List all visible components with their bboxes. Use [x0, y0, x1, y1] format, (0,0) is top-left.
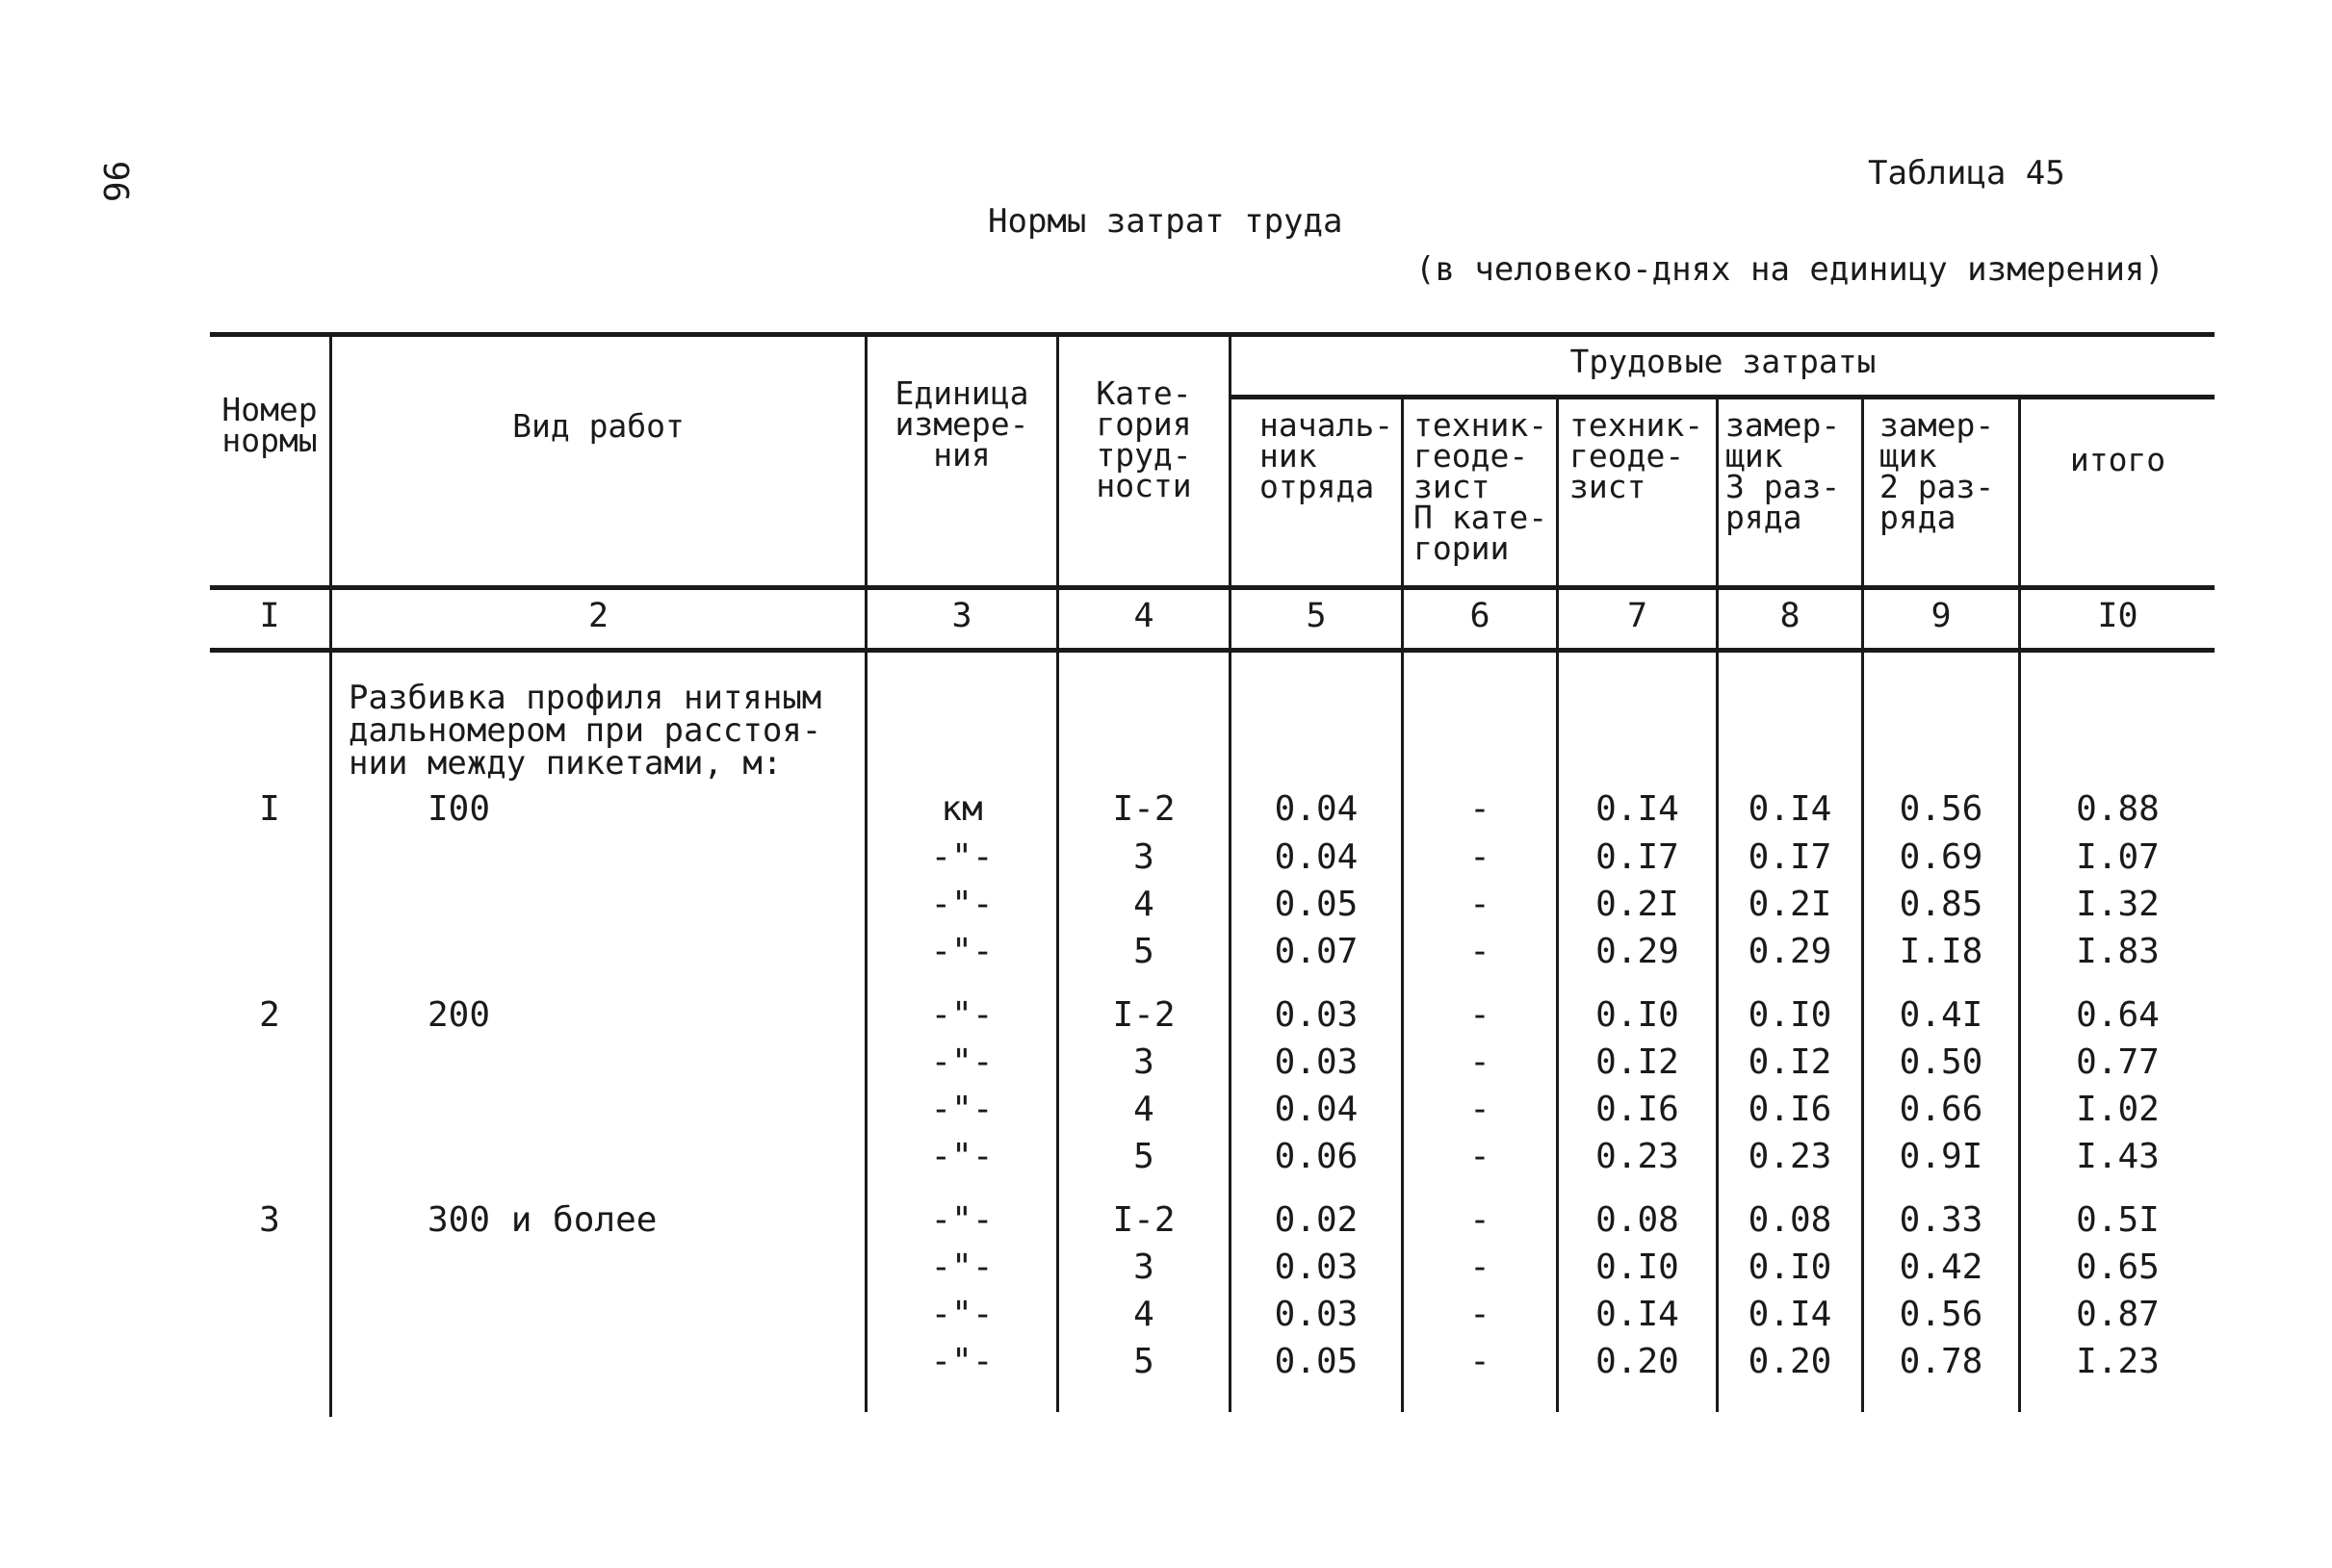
header-norm-number: Номер нормы — [221, 391, 318, 459]
chief-cell: 0.03 — [1274, 995, 1359, 1035]
measurer-2-cell: 0.56 — [1899, 789, 1983, 829]
column-numbers-rule — [210, 648, 2215, 653]
chief-cell: 0.04 — [1274, 1090, 1359, 1129]
tech-geodesist-2-cell: - — [1469, 1137, 1490, 1176]
tech-geodesist-2-cell: - — [1469, 1247, 1490, 1287]
tech-geodesist-2-cell: - — [1469, 1295, 1490, 1334]
column-number: 8 — [1779, 597, 1801, 635]
total-cell: I.32 — [2076, 885, 2160, 924]
work-type-cell: 200 — [428, 995, 491, 1035]
category-cell: I-2 — [1112, 1200, 1176, 1240]
table-top-rule — [210, 332, 2215, 337]
chief-cell: 0.05 — [1274, 885, 1359, 924]
column-number: I — [259, 597, 280, 635]
unit-cell: -"- — [930, 932, 994, 971]
measurer-3-cell: 0.I7 — [1748, 837, 1832, 877]
total-cell: I.07 — [2076, 837, 2160, 877]
measurer-2-cell: 0.9I — [1899, 1137, 1983, 1176]
measurer-3-cell: 0.I4 — [1748, 1295, 1832, 1334]
tech-geodesist-2-cell: - — [1469, 837, 1490, 877]
norm-number-cell: I — [259, 789, 280, 829]
category-cell: I-2 — [1112, 789, 1176, 829]
unit-cell: -"- — [930, 1137, 994, 1176]
total-cell: 0.88 — [2076, 789, 2160, 829]
tech-geodesist-2-cell: - — [1469, 1200, 1490, 1240]
tech-geodesist-2-cell: - — [1469, 995, 1490, 1035]
unit-cell: -"- — [930, 1295, 994, 1334]
total-cell: I.83 — [2076, 932, 2160, 971]
page-number: 96 — [95, 160, 136, 203]
column-number: 6 — [1469, 597, 1490, 635]
header-tech-geodesist: техник- геоде- зист — [1569, 406, 1704, 505]
total-cell: 0.5I — [2076, 1200, 2160, 1240]
category-cell: 5 — [1133, 1137, 1154, 1176]
tech-geodesist-2-cell: - — [1469, 885, 1490, 924]
tech-geodesist-2-cell: - — [1469, 1090, 1490, 1129]
tech-geodesist-2-cell: - — [1469, 789, 1490, 829]
header-chief: началь- ник отряда — [1259, 406, 1394, 505]
tech-geodesist-2-cell: - — [1469, 932, 1490, 971]
measurer-3-cell: 0.I6 — [1748, 1090, 1832, 1129]
header-bottom-rule — [210, 585, 2215, 590]
norm-number-cell: 2 — [259, 995, 280, 1035]
header-measurer-2: замер- щик 2 раз- ряда — [1879, 406, 1995, 536]
measurer-3-cell: 0.20 — [1748, 1342, 1832, 1381]
header-total: итого — [2069, 441, 2166, 478]
measurer-2-cell: 0.85 — [1899, 885, 1983, 924]
column-number: 9 — [1930, 597, 1952, 635]
tech-geodesist-cell: 0.08 — [1595, 1200, 1679, 1240]
column-number: 3 — [951, 597, 972, 635]
column-number: 7 — [1626, 597, 1648, 635]
chief-cell: 0.03 — [1274, 1247, 1359, 1287]
measurer-3-cell: 0.I2 — [1748, 1042, 1832, 1082]
category-cell: I-2 — [1112, 995, 1176, 1035]
category-cell: 3 — [1133, 1247, 1154, 1287]
total-cell: I.02 — [2076, 1090, 2160, 1129]
tech-geodesist-cell: 0.I4 — [1595, 1295, 1679, 1334]
total-cell: 0.64 — [2076, 995, 2160, 1035]
tech-geodesist-cell: 0.I2 — [1595, 1042, 1679, 1082]
unit-cell: км — [941, 789, 983, 829]
chief-cell: 0.04 — [1274, 837, 1359, 877]
tech-geodesist-cell: 0.I4 — [1595, 789, 1679, 829]
header-labor-costs: Трудовые затраты — [1569, 343, 1877, 380]
header-category: Кате- гория труд- ности — [1096, 374, 1192, 504]
tech-geodesist-2-cell: - — [1469, 1042, 1490, 1082]
total-cell: 0.87 — [2076, 1295, 2160, 1334]
tech-geodesist-cell: 0.I0 — [1595, 995, 1679, 1035]
category-cell: 4 — [1133, 1295, 1154, 1334]
category-cell: 4 — [1133, 885, 1154, 924]
measurer-2-cell: 0.78 — [1899, 1342, 1983, 1381]
chief-cell: 0.03 — [1274, 1295, 1359, 1334]
measurer-2-cell: 0.66 — [1899, 1090, 1983, 1129]
tech-geodesist-2-cell: - — [1469, 1342, 1490, 1381]
measurer-2-cell: 0.42 — [1899, 1247, 1983, 1287]
labor-group-rule — [1229, 395, 2215, 399]
tech-geodesist-cell: 0.2I — [1595, 885, 1679, 924]
measurer-3-cell: 0.I0 — [1748, 1247, 1832, 1287]
tech-geodesist-cell: 0.I0 — [1595, 1247, 1679, 1287]
units-note: (в человеко-днях на единицу измерения) — [1415, 250, 2164, 289]
unit-cell: -"- — [930, 1042, 994, 1082]
category-cell: 5 — [1133, 932, 1154, 971]
tech-geodesist-cell: 0.29 — [1595, 932, 1679, 971]
category-cell: 4 — [1133, 1090, 1154, 1129]
measurer-3-cell: 0.23 — [1748, 1137, 1832, 1176]
header-measurer-3: замер- щик 3 раз- ряда — [1725, 406, 1841, 536]
measurer-3-cell: 0.I0 — [1748, 995, 1832, 1035]
chief-cell: 0.05 — [1274, 1342, 1359, 1381]
work-type-cell: I00 — [428, 789, 491, 829]
chief-cell: 0.03 — [1274, 1042, 1359, 1082]
measurer-2-cell: 0.56 — [1899, 1295, 1983, 1334]
unit-cell: -"- — [930, 885, 994, 924]
tech-geodesist-cell: 0.20 — [1595, 1342, 1679, 1381]
category-cell: 5 — [1133, 1342, 1154, 1381]
table-title: Нормы затрат труда — [988, 202, 1343, 241]
unit-cell: -"- — [930, 1200, 994, 1240]
unit-cell: -"- — [930, 1342, 994, 1381]
total-cell: 0.77 — [2076, 1042, 2160, 1082]
table-label: Таблица 45 — [1868, 154, 2065, 193]
measurer-2-cell: I.I8 — [1899, 932, 1983, 971]
tech-geodesist-cell: 0.I6 — [1595, 1090, 1679, 1129]
total-cell: 0.65 — [2076, 1247, 2160, 1287]
measurer-3-cell: 0.2I — [1748, 885, 1832, 924]
chief-cell: 0.06 — [1274, 1137, 1359, 1176]
category-cell: 3 — [1133, 837, 1154, 877]
column-number: I0 — [2097, 597, 2138, 635]
tech-geodesist-cell: 0.23 — [1595, 1137, 1679, 1176]
measurer-3-cell: 0.I4 — [1748, 789, 1832, 829]
measurer-2-cell: 0.33 — [1899, 1200, 1983, 1240]
measurer-3-cell: 0.08 — [1748, 1200, 1832, 1240]
header-tech-geodesist-2: техник- геоде- зист П кате- гории — [1413, 406, 1548, 567]
unit-cell: -"- — [930, 837, 994, 877]
column-number: 5 — [1306, 597, 1327, 635]
measurer-2-cell: 0.69 — [1899, 837, 1983, 877]
column-number: 2 — [587, 597, 609, 635]
unit-cell: -"- — [930, 995, 994, 1035]
total-cell: I.23 — [2076, 1342, 2160, 1381]
norm-number-cell: 3 — [259, 1200, 280, 1240]
chief-cell: 0.04 — [1274, 789, 1359, 829]
measurer-2-cell: 0.50 — [1899, 1042, 1983, 1082]
unit-cell: -"- — [930, 1247, 994, 1287]
total-cell: I.43 — [2076, 1137, 2160, 1176]
chief-cell: 0.02 — [1274, 1200, 1359, 1240]
work-type-cell: 300 и более — [428, 1200, 658, 1240]
measurer-2-cell: 0.4I — [1899, 995, 1983, 1035]
unit-cell: -"- — [930, 1090, 994, 1129]
header-unit: Единица измере- ния — [894, 374, 1029, 474]
column-number: 4 — [1133, 597, 1154, 635]
measurer-3-cell: 0.29 — [1748, 932, 1832, 971]
header-work-type: Вид работ — [512, 407, 685, 445]
work-description: Разбивка профиля нитяным дальномером при расстоя- нии между пикетами, м: — [349, 679, 822, 783]
category-cell: 3 — [1133, 1042, 1154, 1082]
chief-cell: 0.07 — [1274, 932, 1359, 971]
col-divider-1 — [329, 334, 332, 1417]
tech-geodesist-cell: 0.I7 — [1595, 837, 1679, 877]
